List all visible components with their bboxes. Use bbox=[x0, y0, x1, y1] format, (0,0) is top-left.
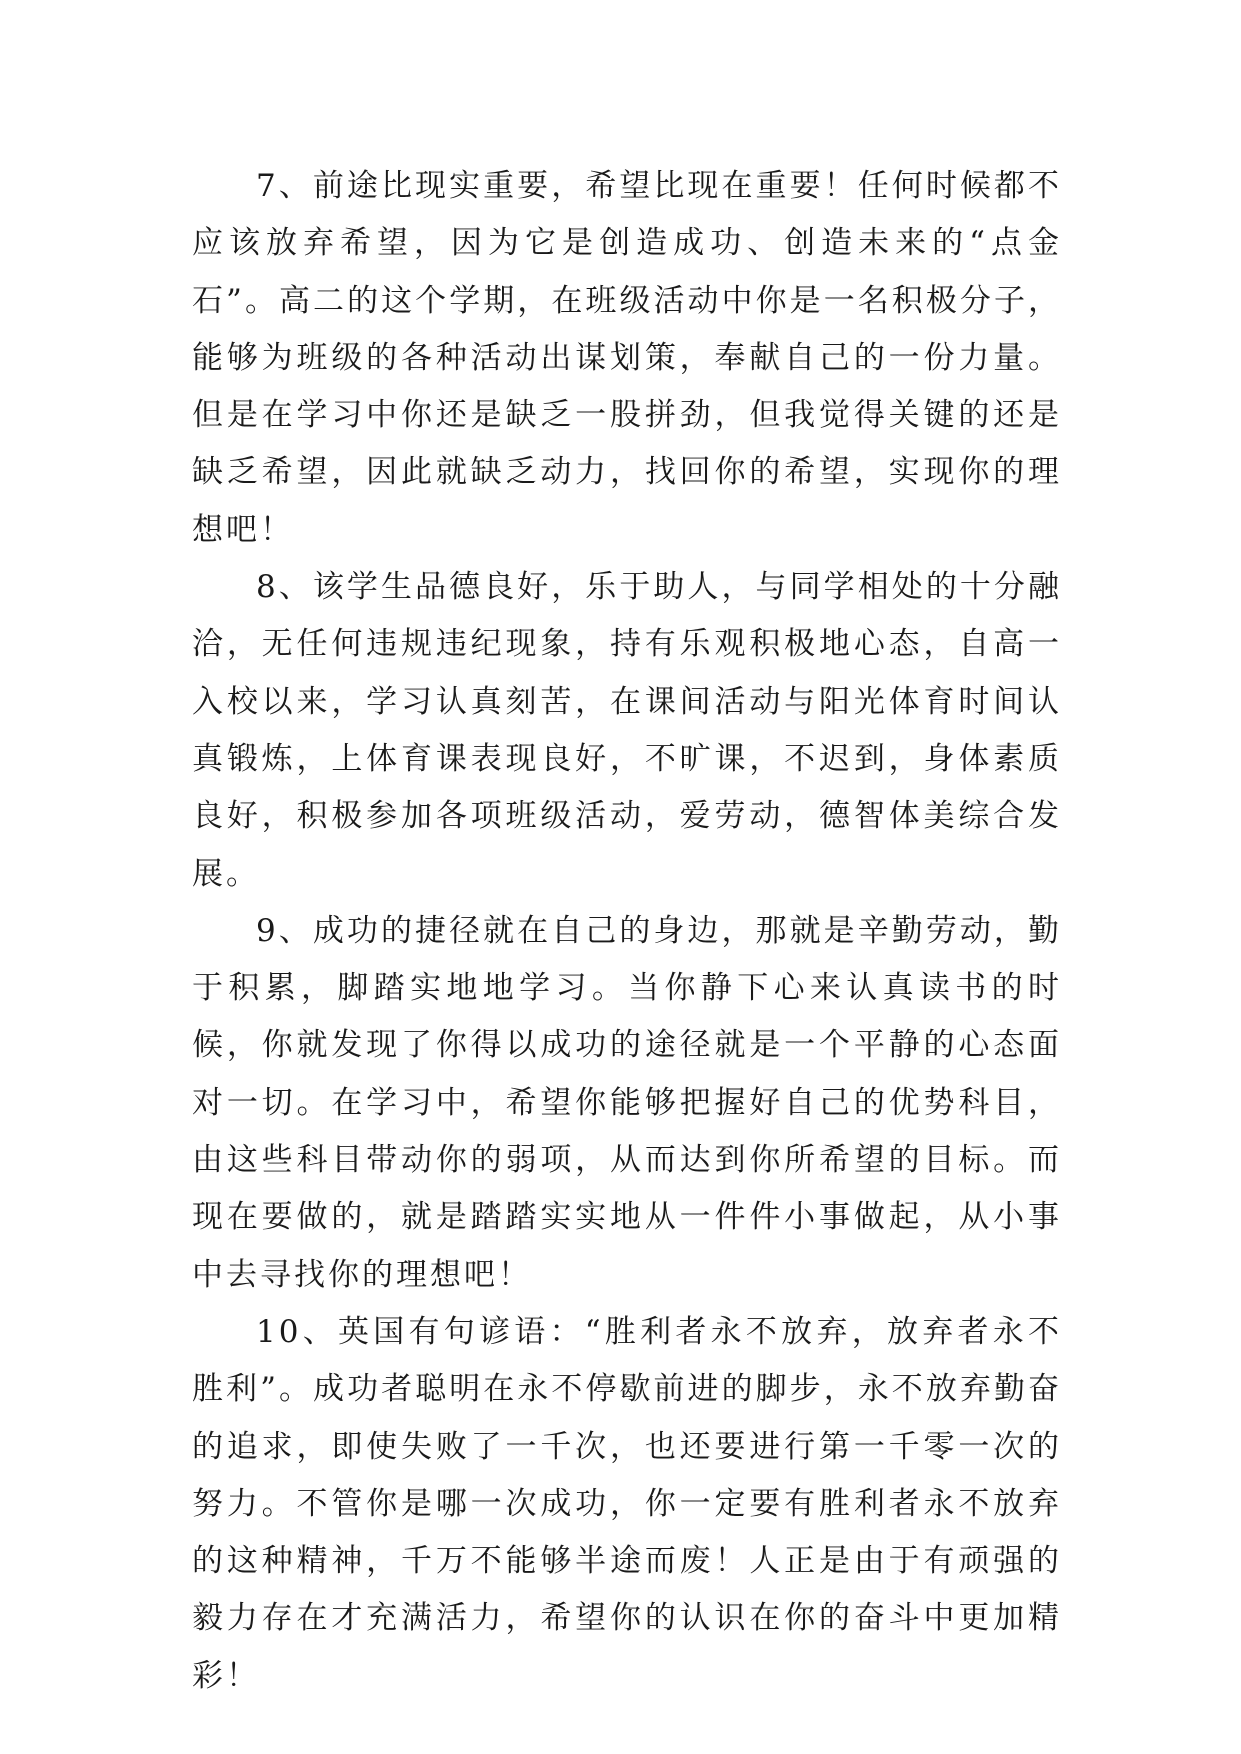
document-body bbox=[192, 158, 1062, 1705]
paragraph-8: 8、该学生品德良好，乐于助人，与同学相处的十分融洽，无任何违规违纪现象，持有乐观积极地心态，自高一入校以来，学习认真刻苦，在课间活动与阳光体育时间认真锻炼，上体育课表现良好，不旷课，不迟到，身体素质良好，积极参加各项班级活动，爱劳动，德智体美综合发展。 bbox=[192, 569, 1062, 892]
paragraph-10: 10、英国有句谚语：“胜利者永不放弃，放弃者永不胜利”。成功者聪明在永不停歇前进的脚步，永不放弃勤奋的追求，即使失败了一千次，也还要进行第一千零一次的努力。不管你是哪一次成功，你一定要有胜利者永不放弃的这种精神，千万不能够半途而废！人正是由于有顽强的毅力存在才充满活力，希望你的认识在你的奋斗中更加精彩！ bbox=[192, 1313, 1062, 1694]
paragraph-7: 7、前途比现实重要，希望比现在重要！任何时候都不应该放弃希望，因为它是创造成功、创造未来的“点金石”。高二的这个学期，在班级活动中你是一名积极分子，能够为班级的各种活动出谋划策，奉献自己的一份力量。但是在学习中你还是缺乏一股拼劲，但我觉得关键的还是缺乏希望，因此就缺乏动力，找回你的希望，实现你的理想吧！ bbox=[192, 168, 1062, 548]
paragraph-9: 9、成功的捷径就在自己的身边，那就是辛勤劳动，勤于积累，脚踏实地地学习。当你静下心来认真读书的时候，你就发现了你得以成功的途径就是一个平静的心态面对一切。在学习中，希望你能够把握好自己的优势科目，由这些科目带动你的弱项，从而达到你所希望的目标。而现在要做的，就是踏踏实实地从一件件小事做起，从小事中去寻找你的理想吧！ bbox=[192, 912, 1062, 1293]
